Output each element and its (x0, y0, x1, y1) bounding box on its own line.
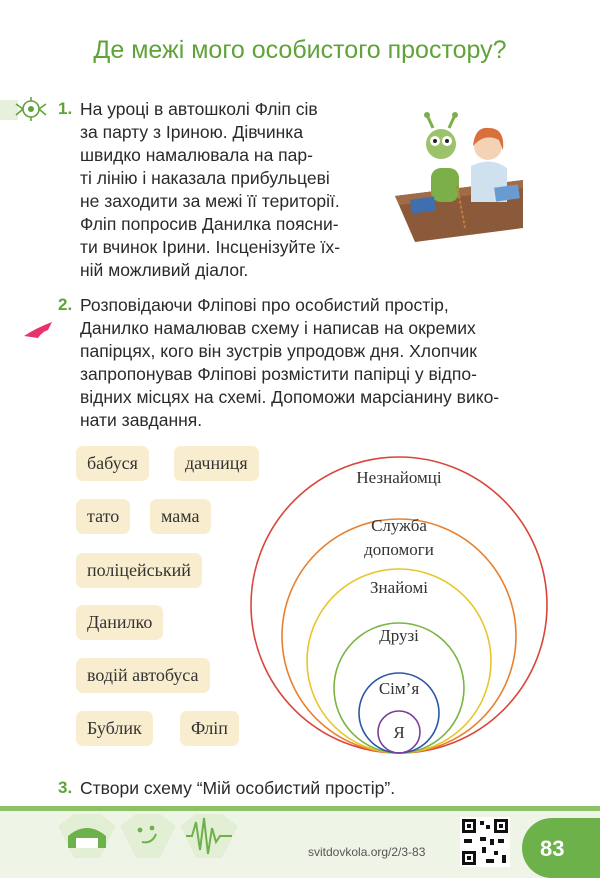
task-1-line: ній можливий діалог. (80, 260, 249, 280)
website-link[interactable]: svitdovkola.org/2/3-83 (308, 845, 426, 859)
task-2-line: запропонував Фліпові розмістити папірці у відпо- (80, 364, 477, 384)
task-1-line: На уроці в автошколі Фліп сів (80, 99, 318, 119)
label-me: Я (393, 723, 405, 742)
page-number: 83 (540, 836, 565, 861)
paper-chip[interactable]: мама (150, 499, 211, 534)
task-1-text (80, 98, 383, 282)
label-friends: Друзі (379, 626, 419, 645)
page-title: Де межі мого особистого простору? (93, 36, 507, 64)
task-2-line: відних місцях на схемі. Допоможи марсіанину вико- (80, 387, 500, 407)
personal-space-diagram (236, 455, 562, 755)
paper-chip[interactable]: Фліп (180, 711, 239, 746)
footer-band (0, 806, 600, 878)
task-1-line: Фліп попросив Данилка поясни- (80, 214, 339, 234)
paper-chip[interactable]: поліцейський (76, 553, 202, 588)
task-2-line: Данилко намалював схему і написав на окремих (80, 318, 476, 338)
task-1-line: швидко намалювала на пар- (80, 145, 313, 165)
label-strangers: Незнайомці (356, 468, 442, 487)
paper-chip[interactable]: дачниця (174, 446, 259, 481)
task-2-number: 2. (58, 295, 73, 314)
task-1-line: ті лінію і наказала прибульцеві (80, 168, 330, 188)
task-2-line: папірцях, кого він зустрів упродовж дня. Хлопчик (80, 341, 477, 361)
paper-chip[interactable]: Данилко (76, 605, 163, 640)
task-1-line: за парту з Іриною. Дівчинка (80, 122, 304, 142)
paper-chip[interactable]: водій автобуса (76, 658, 210, 693)
task-2-line: Розповідаючи Фліпові про особистий простір, (80, 295, 449, 315)
team-work-icon (14, 96, 48, 122)
paper-chip[interactable]: Бублик (76, 711, 153, 746)
qr-code-icon[interactable] (460, 817, 510, 867)
task-1-line: не заходити за межі її території. (80, 191, 340, 211)
label-help-service: Служба (371, 516, 427, 535)
label-help-service: допомоги (364, 540, 434, 559)
arrow-marker-icon (22, 318, 56, 340)
circle-strangers (251, 457, 547, 753)
task-2-text (80, 294, 546, 432)
classroom-illustration (395, 110, 523, 242)
task-3-number: 3. (58, 778, 73, 797)
task-1-number: 1. (58, 99, 73, 118)
label-family: Сім’я (378, 679, 420, 698)
task-1-line: ти вчинок Ірини. Інсценізуйте їх- (80, 237, 341, 257)
task-3-text: Створи схему “Мій особистий простір”. (80, 778, 396, 798)
paper-chip[interactable]: бабуся (76, 446, 149, 481)
label-acquaintances: Знайомі (370, 578, 428, 597)
task-2-line: нати завдання. (80, 410, 203, 430)
paper-chip[interactable]: тато (76, 499, 130, 534)
